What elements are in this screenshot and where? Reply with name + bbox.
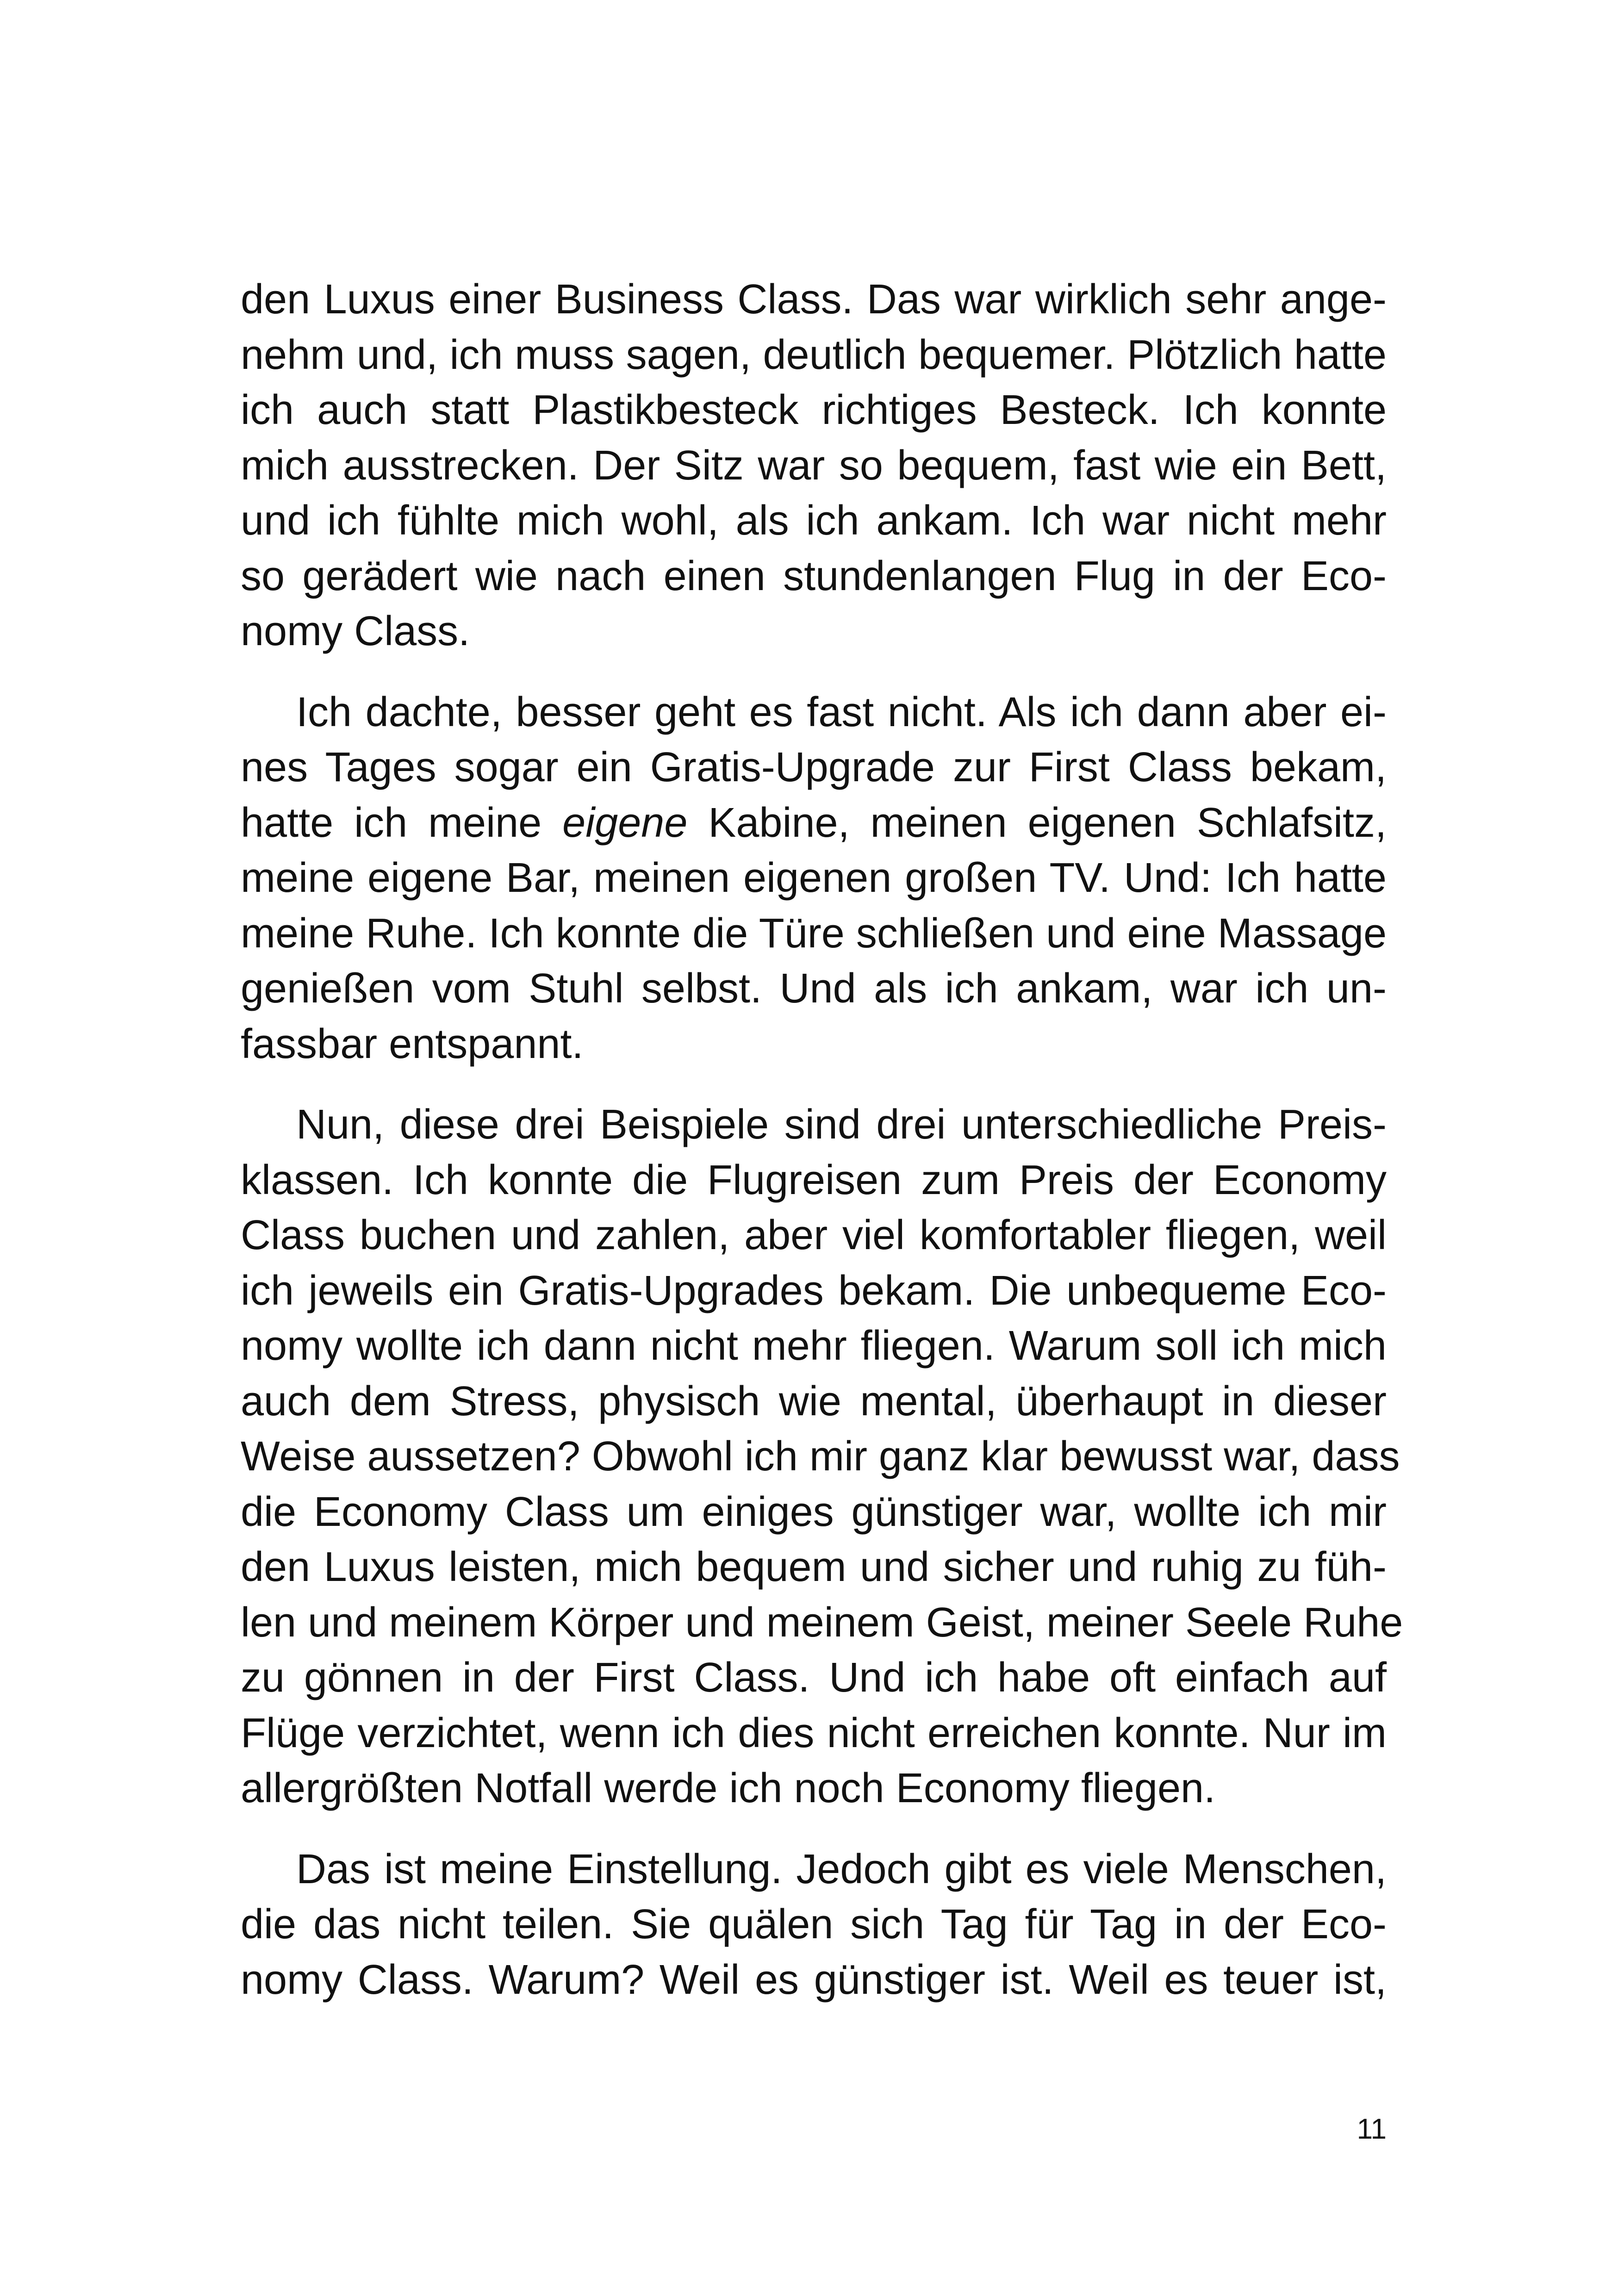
body-text [241,272,1403,2008]
text-line: den Luxus leisten, mich bequem und sicher und ruhig zu füh- [241,1544,1387,1590]
text-line: Ich dachte, besser geht es fast nicht. Als ich dann aber ei- [296,689,1387,735]
text-line [241,796,1387,851]
text-line: ich auch statt Plastikbesteck richtiges Besteck. Ich konnte [241,387,1387,433]
text-line: genießen vom Stuhl selbst. Und als ich ankam, war ich un- [241,965,1387,1012]
page-number: 11 [1357,2113,1387,2145]
text-line: nes Tages sogar ein Gratis-Upgrade zur First Class bekam, [241,744,1387,790]
text-line: nomy wollte ich dann nicht mehr fliegen. Warum soll ich mich [241,1323,1387,1369]
text-line: Weise aussetzen? Obwohl ich mir ganz klar bewusst war, dass [241,1433,1400,1480]
text-line: nehm und, ich muss sagen, deutlich bequemer. Plötzlich hatte [241,331,1387,378]
text-line: klassen. Ich konnte die Flugreisen zum Preis der Economy [241,1157,1387,1203]
text-line: Class buchen und zahlen, aber viel komfortabler fliegen, weil [241,1212,1387,1258]
text-line: len und meinem Körper und meinem Geist, meiner Seele Ruhe [241,1599,1403,1646]
text-run: hatte ich meine [241,799,563,846]
text-line: und ich fühlte mich wohl, als ich ankam. Ich war nicht mehr [241,498,1387,544]
text-line: fassbar entspannt. [241,1020,584,1067]
text-line: die Economy Class um einiges günstiger war, wollte ich mir [241,1488,1387,1535]
text-line: zu gönnen in der First Class. Und ich habe oft einfach auf [241,1655,1387,1701]
text-line: Das ist meine Einstellung. Jedoch gibt es viele Menschen, [296,1846,1387,1892]
text-line: Nun, diese drei Beispiele sind drei unterschiedliche Preis- [296,1101,1387,1148]
text-line: die das nicht teilen. Sie quälen sich Tag für Tag in der Eco- [241,1901,1387,1948]
paragraph [241,272,1387,660]
text-line: nomy Class. Warum? Weil es günstiger ist. Weil es teuer ist, [241,1956,1387,2003]
paragraph [241,1842,1387,2008]
text-run: Kabine, meinen eigenen Schlafsitz, [687,799,1387,846]
emphasized-word: eigene [562,799,688,846]
text-line: allergrößten Notfall werde ich noch Economy fliegen. [241,1765,1216,1811]
text-line: Flüge verzichtet, wenn ich dies nicht erreichen konnte. Nur im [241,1710,1387,1756]
text-line: den Luxus einer Business Class. Das war wirklich sehr ange- [241,276,1387,323]
text-line: ich jeweils ein Gratis-Upgrades bekam. Die unbequeme Eco- [241,1267,1387,1314]
text-line: meine eigene Bar, meinen eigenen großen TV. Und: Ich hatte [241,855,1387,901]
text-line: auch dem Stress, physisch wie mental, überhaupt in dieser [241,1378,1387,1425]
paragraph [241,685,1387,1072]
paragraph [241,1097,1403,1817]
text-line: mich ausstrecken. Der Sitz war so bequem, fast wie ein Bett, [241,442,1387,489]
text-line: nomy Class. [241,608,470,654]
text-line: meine Ruhe. Ich konnte die Türe schließen und eine Massage [241,910,1387,957]
text-line: so gerädert wie nach einen stundenlangen Flug in der Eco- [241,553,1387,599]
